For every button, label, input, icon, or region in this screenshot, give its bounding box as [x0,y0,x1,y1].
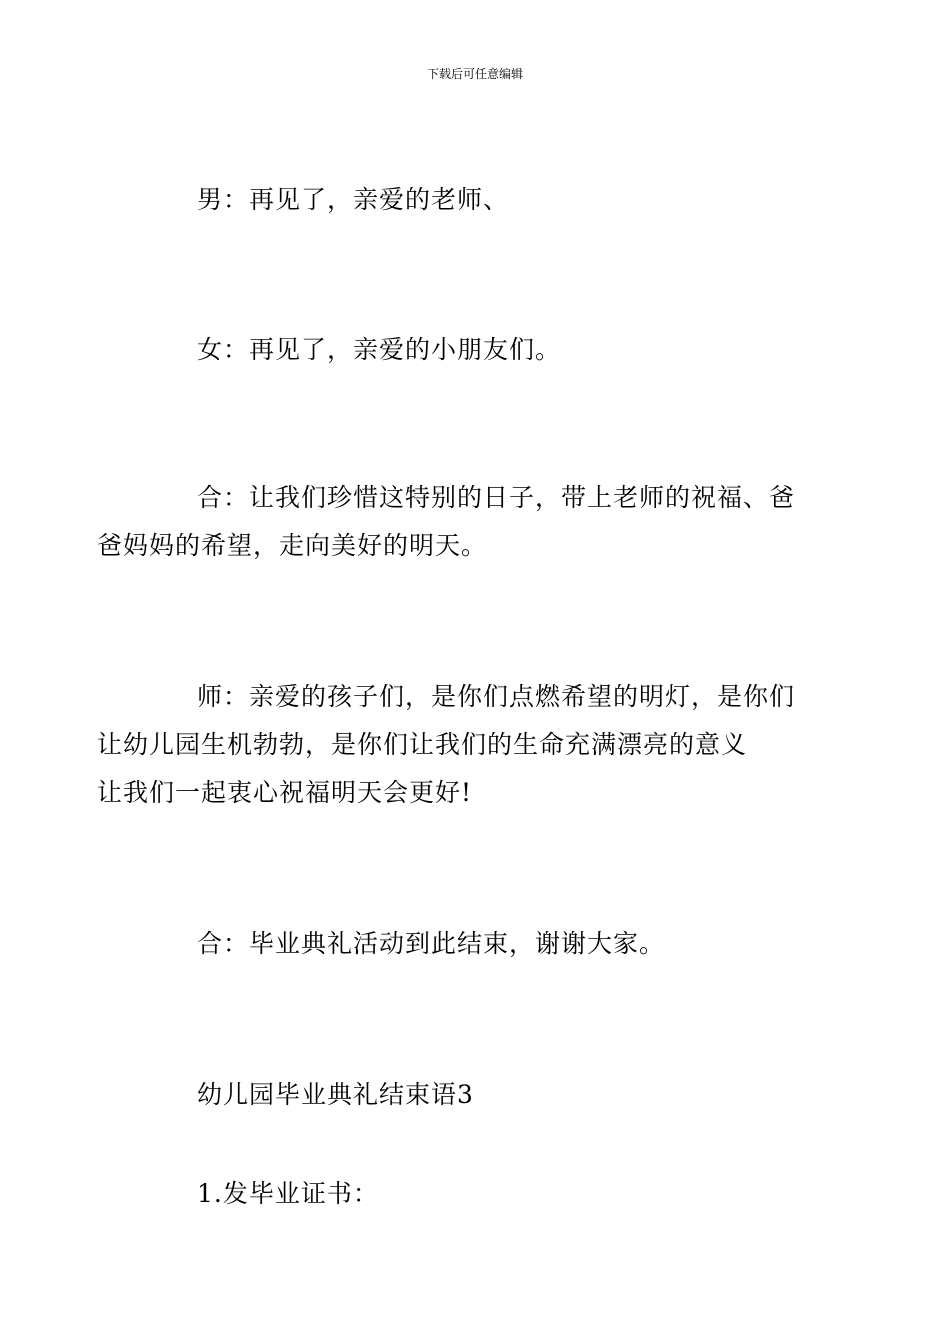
paragraph-line: 幼儿园毕业典礼结束语3 [197,1080,474,1109]
paragraph-line: 师：亲爱的孩子们，是你们点燃希望的明灯，是你们 [197,682,796,711]
paragraph-line: 合：毕业典礼活动到此结束，谢谢大家。 [197,929,666,958]
paragraph-male-farewell [147,176,817,224]
section-heading [147,1071,817,1119]
paragraph-line: 女：再见了，亲爱的小朋友们。 [197,335,562,364]
page-header-note: 下载后可任意编辑 [426,67,523,81]
paragraph-together-closing [147,920,817,968]
paragraph-line: 爸妈妈的希望，走向美好的明天。 [97,531,488,560]
paragraph-line: 1.发毕业证书： [197,1179,379,1208]
paragraph-female-farewell [147,326,817,374]
paragraph-line: 合：让我们珍惜这特别的日子，带上老师的祝福、爸 [197,483,796,512]
list-item-certificates [147,1170,817,1218]
paragraph-line: 让我们一起衷心祝福明天会更好! [97,778,473,807]
paragraph-together-cherish [97,474,817,570]
paragraph-line: 男：再见了，亲爱的老师、 [197,185,510,214]
paragraph-teacher-speech [97,673,817,817]
paragraph-line: 让幼儿园生机勃勃，是你们让我们的生命充满漂亮的意义 [97,730,748,759]
